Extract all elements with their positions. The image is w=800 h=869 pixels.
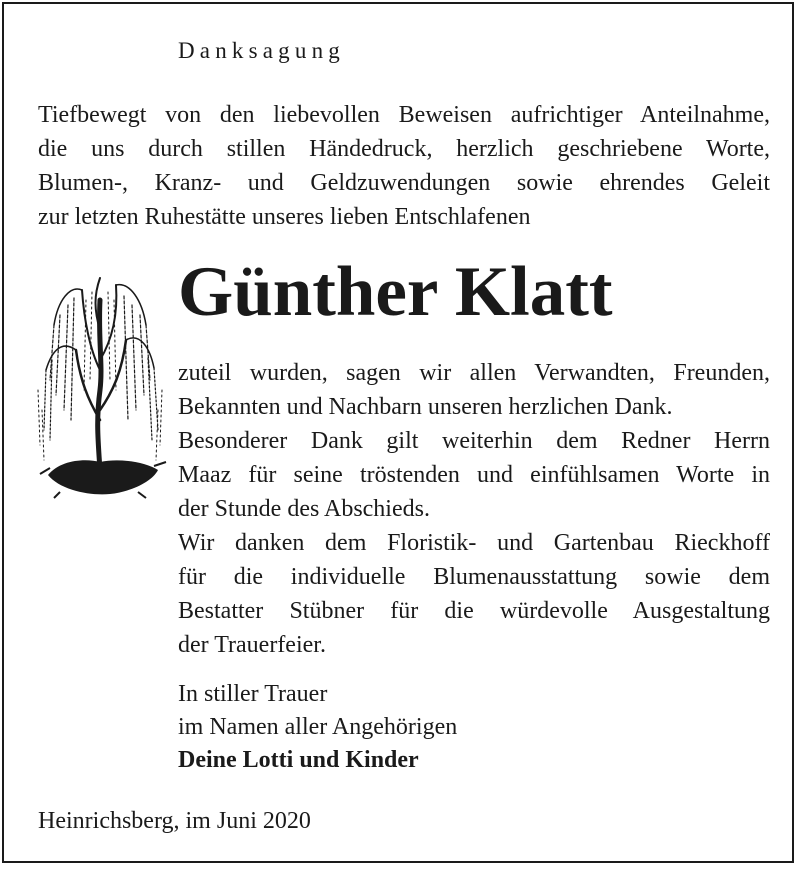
obituary-frame (2, 2, 794, 863)
weeping-willow-icon (30, 270, 170, 502)
deceased-name: Günther Klatt (178, 253, 613, 331)
intro-paragraph (38, 98, 770, 234)
body-line: der Stunde des Abschieds. (178, 496, 430, 522)
body-line: der Trauerfeier. (178, 632, 326, 658)
body-line: Wir danken dem Floristik- und Gartenbau Rieckhoff (178, 530, 770, 556)
body-line: Maaz für seine tröstenden und einfühlsamen Worte in (178, 462, 770, 488)
body-line: Bestatter Stübner für die würdevolle Ausgestaltung (178, 598, 770, 624)
body-paragraph (178, 356, 770, 662)
closing-line: im Namen aller Angehörigen (178, 714, 458, 740)
body-line: Bekannten und Nachbarn unseren herzlichen Dank. (178, 394, 673, 420)
place-date: Heinrichsberg, im Juni 2020 (38, 808, 311, 834)
intro-line: die uns durch stillen Händedruck, herzlich geschriebene Worte, (38, 136, 770, 162)
body-line: für die individuelle Blumenausstattung sowie dem (178, 564, 770, 590)
body-line: zuteil wurden, sagen wir allen Verwandten, Freunden, (178, 360, 770, 386)
closing-block (178, 678, 457, 777)
body-line: Besonderer Dank gilt weiterhin dem Redner Herrn (178, 428, 770, 454)
closing-line: In stiller Trauer (178, 681, 328, 707)
signature: Deine Lotti und Kinder (178, 747, 419, 773)
intro-line: zur letzten Ruhestätte unseres lieben Entschlafenen (38, 204, 531, 230)
heading-title: Danksagung (178, 38, 345, 63)
intro-line: Tiefbewegt von den liebevollen Beweisen aufrichtiger Anteilnahme, (38, 102, 770, 128)
intro-line: Blumen-, Kranz- und Geldzuwendungen sowie ehrendes Geleit (38, 170, 770, 196)
